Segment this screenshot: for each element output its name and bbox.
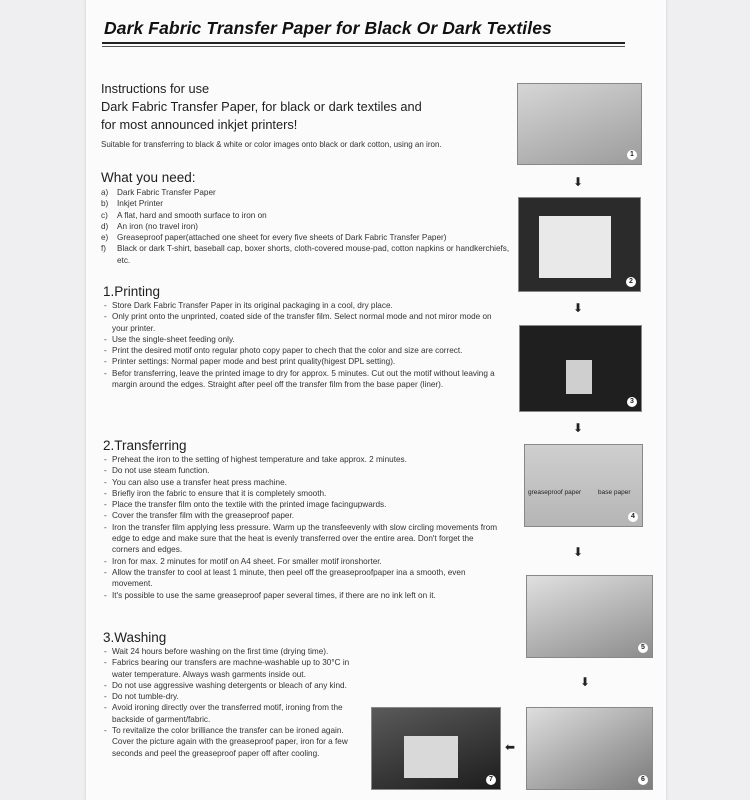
list-item: - It's possible to use the same greaseproof paper several times, if there are no ink left on it. xyxy=(104,590,436,600)
list-item: - Only print onto the unprinted, coated side of the transfer film. Select normal mode and not miror mode on your printer. xyxy=(104,312,492,333)
intro xyxy=(101,80,511,134)
transferring-list xyxy=(104,454,499,601)
list-item: - Wait 24 hours before washing on the first time (drying time). xyxy=(104,647,329,656)
washing-heading: 3.Washing xyxy=(103,630,167,645)
iron-and-scissors-photo: 1 xyxy=(517,83,642,165)
arrow-left-icon: ⬅ xyxy=(505,740,516,754)
arrow-down-icon: ⬇ xyxy=(573,175,584,189)
intro-line-1: Instructions for use xyxy=(101,81,210,96)
list-item: - Store Dark Fabric Transfer Paper in its original packaging in a cool, dry place. xyxy=(104,301,393,310)
list-item: - You can also use a transfer heat press machine. xyxy=(104,477,287,487)
printing-heading: 1.Printing xyxy=(103,284,161,299)
list-item: - Do not use steam function. xyxy=(104,466,210,476)
intro-line-3: for most announced inkjet printers! xyxy=(101,117,298,132)
list-item: - Preheat the iron to the setting of highest temperature and take approx. 2 minutes. xyxy=(104,455,407,464)
list-item: - Avoid ironing directly over the transferred motif, ironing from the backside of garment/fabric. xyxy=(104,703,343,724)
tshirt-transfer-photo: 3 xyxy=(519,325,642,412)
intro-line-2: Dark Fabric Transfer Paper, for black or dark textiles and xyxy=(101,99,422,114)
title-underline-thin xyxy=(102,46,625,47)
list-item: - Allow the transfer to cool at least 1 minute, then peel off the greaseproofpaper ina a smooth, even movement. xyxy=(104,567,466,589)
list-item: e) Greaseproof paper(attached one sheet for every five sheets of Dark Fabric Transfer Paper) xyxy=(101,233,447,243)
list-item: - Iron for max. 2 minutes for motif on A4 sheet. For smaller motif ironshorter. xyxy=(104,556,382,566)
printed-sheet-photo: 2 xyxy=(518,197,641,292)
list-item: - Do not use aggressive washing detergents or bleach of any kind. xyxy=(104,680,347,690)
title-underline xyxy=(102,42,625,44)
list-item: - Place the transfer film onto the textile with the printed image facingupwards. xyxy=(104,500,387,510)
paper-layers-photo: greaseproof paper base paper 4 xyxy=(524,444,643,527)
list-item: - Befor transferring, leave the printed image to dry for approx. 5 minutes. Cut out the motif without leaving a margin around the edges. Straight after peel off the transfer film from the base paper (liner). xyxy=(104,368,495,390)
list-item: - Briefly iron the fabric to ensure that it is completely smooth. xyxy=(104,488,327,498)
list-item: f) Black or dark T-shirt, baseball cap, boxer shorts, cloth-covered mouse-pad, cotton napkins or handkerchiefs, etc. xyxy=(101,244,510,265)
arrow-down-icon: ⬇ xyxy=(573,301,584,315)
suitable-note: Suitable for transferring to black & white or color images onto black or dark cotton, using an iron. xyxy=(101,140,442,149)
washing-list xyxy=(104,646,364,759)
list-item: - Cover the transfer film with the greaseproof paper. xyxy=(104,511,295,521)
list-item: a) Dark Fabric Transfer Paper xyxy=(101,188,216,197)
need-list xyxy=(101,187,511,266)
need-heading: What you need: xyxy=(101,170,196,185)
list-item: - Use the single-sheet feeding only. xyxy=(104,334,235,344)
arrow-down-icon: ⬇ xyxy=(573,545,584,559)
list-item: - Print the desired motif onto regular photo copy paper to chech that the color and size are correct. xyxy=(104,346,463,356)
list-item: - Fabrics bearing our transfers are machne-washable up to 30°C in water temperature. Always wash garments inside out. xyxy=(104,658,350,679)
arrow-down-icon: ⬇ xyxy=(580,675,591,689)
list-item: d) An iron (no travel iron) xyxy=(101,221,198,231)
list-item: - Do not tumble-dry. xyxy=(104,692,179,702)
printing-list xyxy=(104,300,499,390)
list-item: c) A flat, hard and smooth surface to iron on xyxy=(101,210,267,220)
list-item: b) Inkjet Printer xyxy=(101,199,163,209)
ironing-closeup-photo: 6 xyxy=(526,707,653,790)
list-item: - Printer settings: Normal paper mode and best print quality(higest DPL setting). xyxy=(104,357,396,367)
page-title: Dark Fabric Transfer Paper for Black Or Dark Textiles xyxy=(104,18,552,38)
list-item: - To revitalize the color brilliance the transfer can be ironed again. Cover the picture again with the greaseproof paper, iron for a few seconds and peel the greaseproof paper off after cooling. xyxy=(104,726,348,758)
ironing-photo: 5 xyxy=(526,575,653,658)
arrow-down-icon: ⬇ xyxy=(573,421,584,435)
finished-shirt-photo: 7 xyxy=(371,707,501,790)
transferring-heading: 2.Transferring xyxy=(103,438,187,453)
list-item: - Iron the transfer film applying less pressure. Warm up the transfeevenly with slow circling movements from edge to edge and make sure that the heat is evenly transferred over the entire area. Don't forget the corners and edges. xyxy=(104,522,498,555)
